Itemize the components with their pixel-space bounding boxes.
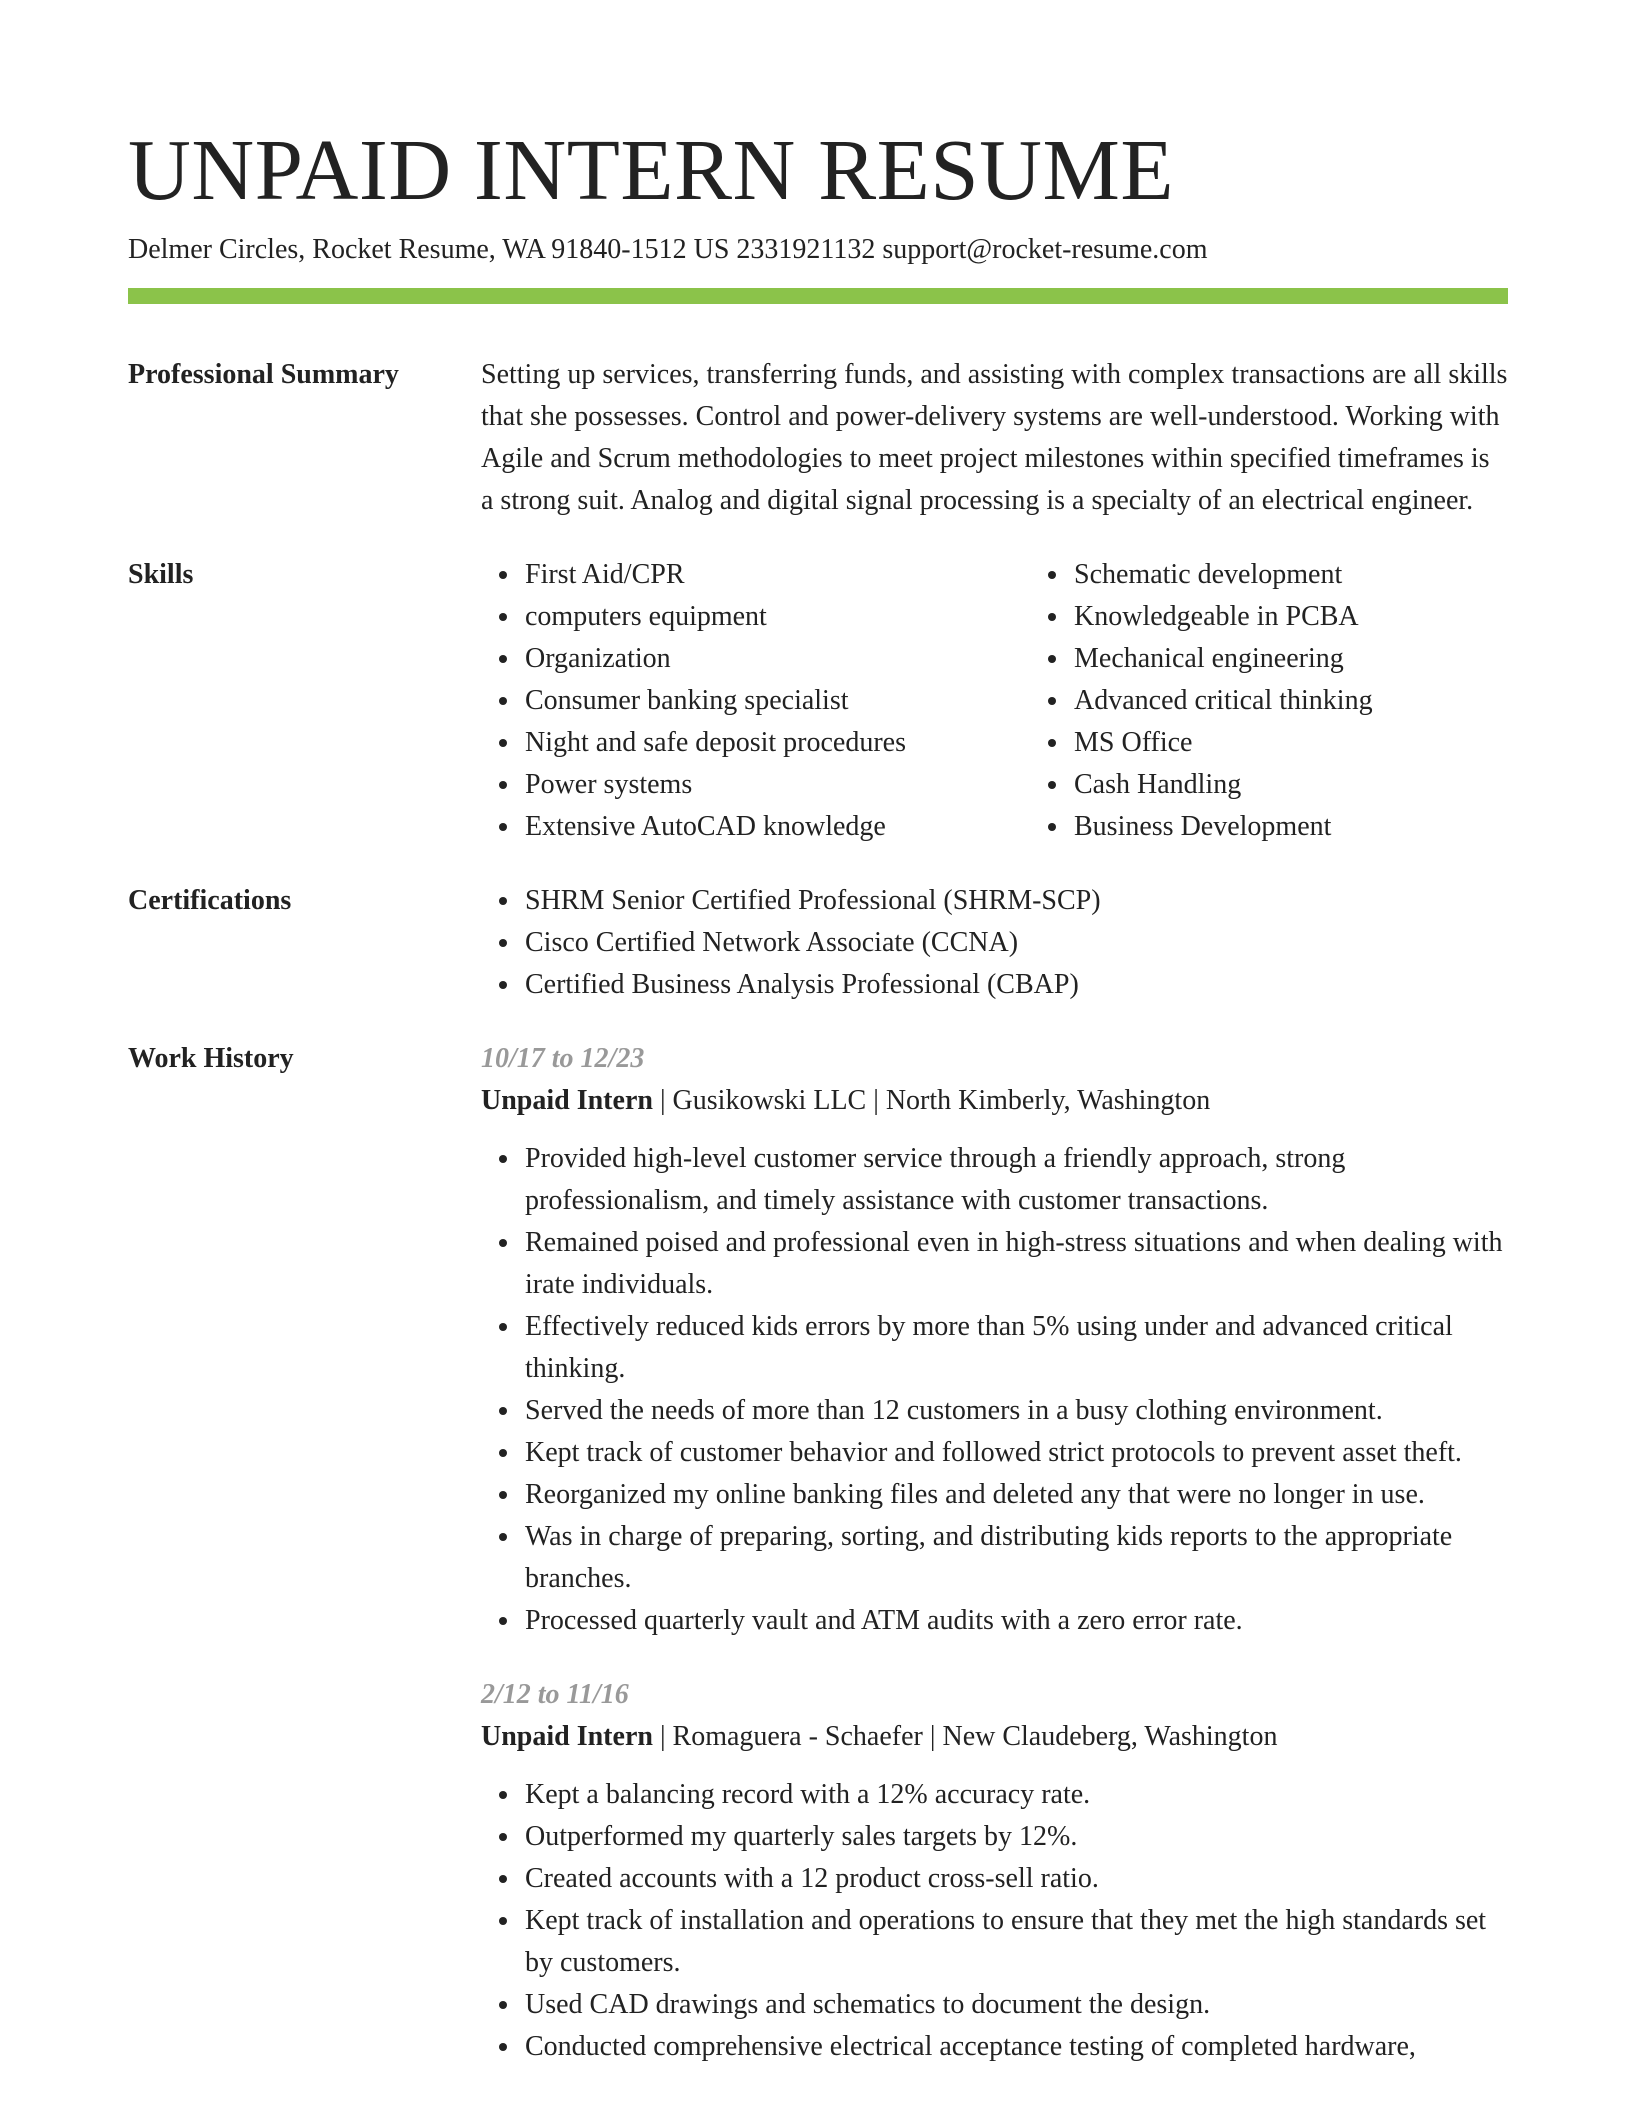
list-item: Effectively reduced kids errors by more than 5% using under and advanced critical thinking.	[525, 1306, 1508, 1390]
resume-title: UNPAID INTERN RESUME	[128, 121, 1175, 218]
list-item: Mechanical engineering	[1074, 638, 1373, 680]
job-dates: 2/12 to 11/16	[481, 1679, 629, 1710]
accent-rule	[128, 288, 1508, 304]
list-item: Business Development	[1074, 806, 1373, 848]
certifications-body	[481, 880, 1508, 1006]
section-label: Work History	[128, 1043, 294, 1074]
list-item: Remained poised and professional even in high-stress situations and when dealing with irate individuals.	[525, 1222, 1508, 1306]
contact-line: Delmer Circles, Rocket Resume, WA 91840-1512 US 2331921132 support@rocket-resume.com	[128, 234, 1208, 265]
job-bullets	[481, 1774, 1508, 2068]
list-item: Consumer banking specialist	[525, 680, 1030, 722]
list-item: Created accounts with a 12 product cross-sell ratio.	[525, 1858, 1508, 1900]
list-item: Knowledgeable in PCBA	[1074, 596, 1373, 638]
list-item: computers equipment	[525, 596, 1030, 638]
list-item: MS Office	[1074, 722, 1373, 764]
list-item: Served the needs of more than 12 customers in a busy clothing environment.	[525, 1390, 1508, 1432]
job-entry	[481, 1674, 1508, 2068]
list-item: Night and safe deposit procedures	[525, 722, 1030, 764]
list-item: Organization	[525, 638, 1030, 680]
job-details: | Gusikowski LLC | North Kimberly, Washington	[652, 1085, 1211, 1116]
job-heading	[481, 1716, 1508, 1758]
section-work-history	[128, 1038, 1508, 2068]
list-item: Advanced critical thinking	[1074, 680, 1373, 722]
list-item: Cash Handling	[1074, 764, 1373, 806]
section-certifications	[128, 880, 1508, 1006]
list-item: Extensive AutoCAD knowledge	[525, 806, 1030, 848]
list-item: Schematic development	[1074, 554, 1373, 596]
list-item: Certified Business Analysis Professional (CBAP)	[525, 964, 1508, 1006]
job-title: Unpaid Intern	[481, 1721, 653, 1752]
section-label: Skills	[128, 559, 194, 590]
job-entry	[481, 1038, 1508, 1642]
job-dates: 10/17 to 12/23	[481, 1043, 645, 1074]
list-item: SHRM Senior Certified Professional (SHRM-SCP)	[525, 880, 1508, 922]
resume-page	[128, 118, 1508, 2068]
certifications-list	[481, 880, 1508, 1006]
list-item: First Aid/CPR	[525, 554, 1030, 596]
skills-list-right	[1030, 554, 1373, 848]
skills-list-left	[481, 554, 1030, 848]
job-heading	[481, 1080, 1508, 1122]
list-item: Kept track of customer behavior and followed strict protocols to prevent asset theft.	[525, 1432, 1508, 1474]
work-history-body	[481, 1038, 1508, 2068]
section-skills	[128, 554, 1508, 848]
skills-columns	[481, 554, 1508, 848]
list-item: Kept a balancing record with a 12% accuracy rate.	[525, 1774, 1508, 1816]
list-item: Outperformed my quarterly sales targets by 12%.	[525, 1816, 1508, 1858]
job-bullets	[481, 1138, 1508, 1642]
list-item: Used CAD drawings and schematics to document the design.	[525, 1984, 1508, 2026]
section-label: Certifications	[128, 885, 292, 916]
section-professional-summary	[128, 354, 1508, 522]
section-label: Professional Summary	[128, 359, 399, 390]
list-item: Power systems	[525, 764, 1030, 806]
list-item: Reorganized my online banking files and deleted any that were no longer in use.	[525, 1474, 1508, 1516]
summary-text: Setting up services, transferring funds, and assisting with complex transactions are all skills that she possesses. Control and power-delivery systems are well-understood. Working with Agile and Scrum methodologies to meet project milestones within specified timeframes is a strong suit. Analog and digital signal processing is a specialty of an electrical engineer.	[481, 359, 1508, 516]
job-details: | Romaguera - Schaefer | New Claudeberg, Washington	[652, 1721, 1278, 1752]
list-item: Kept track of installation and operations to ensure that they met the high standards set by customers.	[525, 1900, 1508, 1984]
list-item: Provided high-level customer service through a friendly approach, strong professionalism, and timely assistance with customer transactions.	[525, 1138, 1508, 1222]
list-item: Conducted comprehensive electrical acceptance testing of completed hardware,	[525, 2026, 1508, 2068]
list-item: Cisco Certified Network Associate (CCNA)	[525, 922, 1508, 964]
job-title: Unpaid Intern	[481, 1085, 653, 1116]
list-item: Processed quarterly vault and ATM audits with a zero error rate.	[525, 1600, 1508, 1642]
list-item: Was in charge of preparing, sorting, and distributing kids reports to the appropriate branches.	[525, 1516, 1508, 1600]
